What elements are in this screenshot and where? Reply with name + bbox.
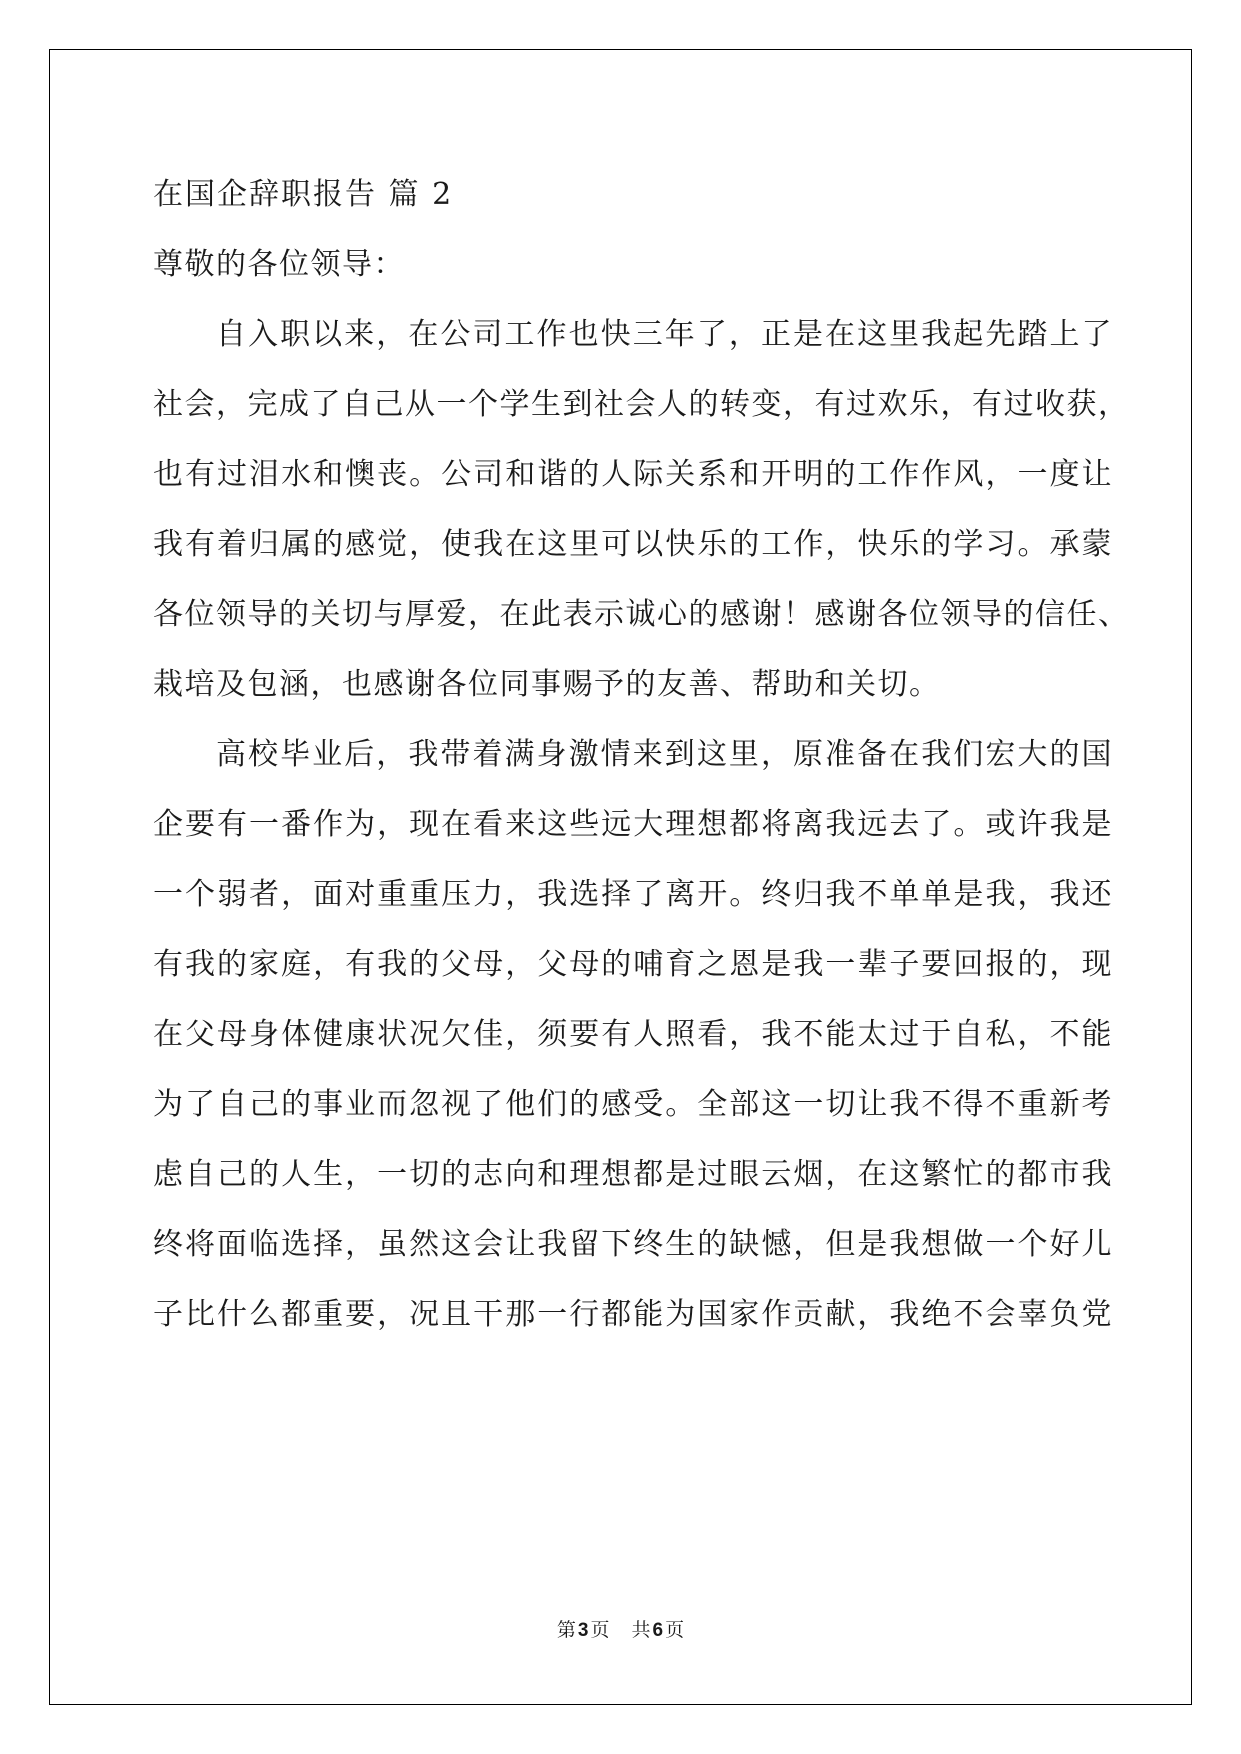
paragraph-line: 自入职以来，在公司工作也快三年了，正是在这里我起先踏上了 (216, 317, 1113, 352)
paragraph-line: 各位领导的关切与厚爱，在此表示诚心的感谢！感谢各位领导的信任、 (153, 597, 1130, 632)
paragraph-line: 终将面临选择，虽然这会让我留下终生的缺憾，但是我想做一个好儿 (153, 1227, 1113, 1262)
paragraph-line: 社会，完成了自己从一个学生到社会人的转变，有过欢乐，有过收获， (153, 387, 1130, 422)
paragraph-line: 子比什么都重要，况且干那一行都能为国家作贡献，我绝不会辜负党 (153, 1297, 1113, 1332)
paragraph-line: 在父母身体健康状况欠佳，须要有人照看，我不能太过于自私，不能 (153, 1017, 1113, 1052)
paragraph-1 (153, 300, 1130, 720)
paragraph-line: 有我的家庭，有我的父母，父母的哺育之恩是我一辈子要回报的，现 (153, 947, 1113, 982)
salutation: 尊敬的各位领导： (153, 247, 405, 282)
total-page-count: 6 (652, 1620, 664, 1641)
paragraph-line: 栽培及包涵，也感谢各位同事赐予的友善、帮助和关切。 (153, 667, 941, 702)
document-body (153, 160, 1130, 1350)
paragraph-line: 为了自己的事业而忽视了他们的感受。全部这一切让我不得不重新考 (153, 1087, 1113, 1122)
paragraph-line: 企要有一番作为，现在看来这些远大理想都将离我远去了。或许我是 (153, 807, 1113, 842)
page-label-prefix: 第 (556, 1619, 576, 1641)
total-label-suffix: 页 (665, 1619, 685, 1641)
page-label-suffix: 页 (590, 1619, 610, 1641)
total-label-prefix: 共 (631, 1619, 651, 1641)
document-heading: 在国企辞职报告 篇 2 (153, 177, 454, 212)
page-footer (0, 1618, 1241, 1643)
current-page-number: 3 (577, 1620, 589, 1641)
paragraph-2 (153, 720, 1113, 1350)
paragraph-line: 高校毕业后，我带着满身激情来到这里，原准备在我们宏大的国 (216, 737, 1113, 772)
paragraph-line: 一个弱者，面对重重压力，我选择了离开。终归我不单单是我，我还 (153, 877, 1113, 912)
paragraph-line: 我有着归属的感觉，使我在这里可以快乐的工作，快乐的学习。承蒙 (153, 527, 1113, 562)
paragraph-line: 虑自己的人生，一切的志向和理想都是过眼云烟，在这繁忙的都市我 (153, 1157, 1113, 1192)
paragraph-line: 也有过泪水和懊丧。公司和谐的人际关系和开明的工作作风，一度让 (153, 457, 1113, 492)
